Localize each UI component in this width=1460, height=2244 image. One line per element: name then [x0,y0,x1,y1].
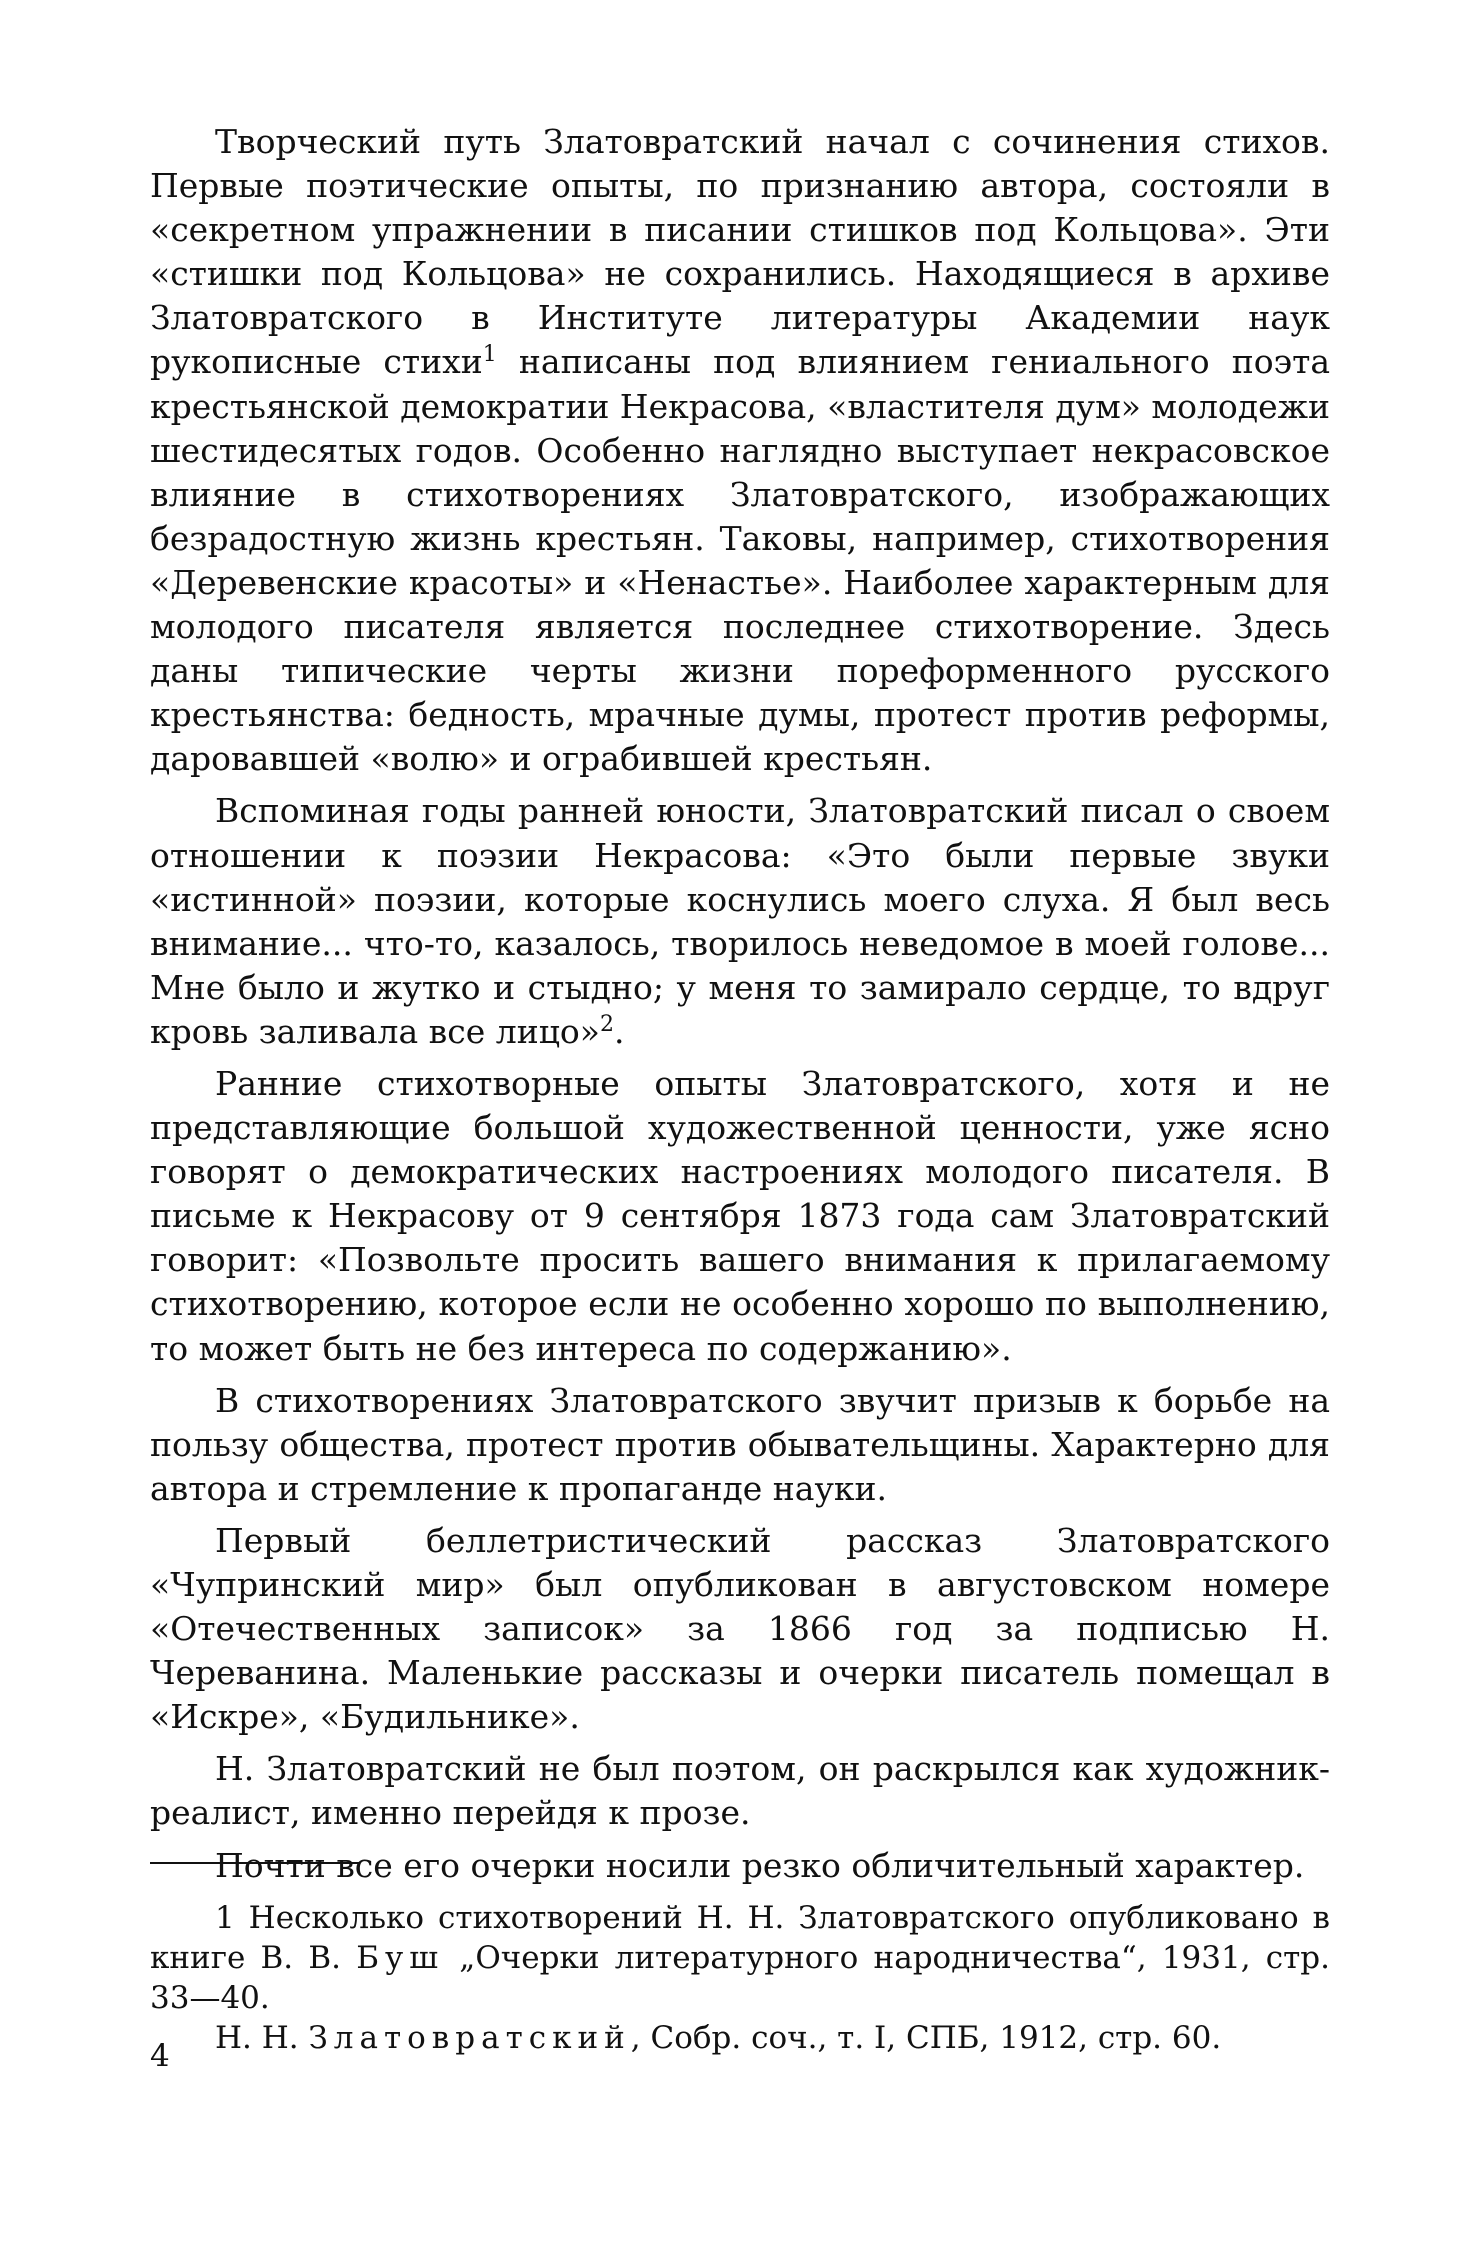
paragraph-text: Вспоминая годы ранней юности, Златовратский писал о своем отношении к поэзии Некрасова: «Это были первые звуки «истинной» поэзии, которые коснулись моего слуха. Я был весь внимание... что-то, казалось, творилось неведомое в моей голове... Мне было и жутко и стыдно; у меня то замирало сердце, то вдруг кровь заливала все лицо» [150,791,1330,1051]
paragraph [150,120,1330,781]
paragraph: Почти все его очерки носили резко обличительный характер. [215,1845,1305,1885]
footnote-text: , Собр. соч., т. I, СПБ, 1912, стр. 60. [630,2020,1222,2056]
footnote-text: „Очерки литературного народничества“, 1931, стр. 33—40. [150,1940,1330,2016]
paragraph: Ранние стихотворные опыты Златовратского, хотя и не представляющие большой художественной ценности, уже ясно говорят о демократических настроениях молодого писателя. В письме к Некрасову от 9 сентября 1873 года сам Златовратский говорит: «Позвольте просить вашего внимания к прилагаемому стихотворению, которое если не особенно хорошо по выполнению, то может быть не без интереса по содержанию». [150,1063,1330,1368]
paragraph: В стихотворениях Златовратского звучит призыв к борьбе на пользу общества, протест против обывательщины. Характерно для автора и стремление к пропаганде науки. [150,1380,1330,1508]
footnote-text: Несколько стихотворений Н. Н. Златовратского опубликовано в книге В. В. [150,1900,1330,1976]
paragraph [150,789,1330,1054]
footnote-divider [150,1862,360,1864]
footnote-number: 1 [215,1900,235,1936]
main-text [150,120,1330,1896]
footnote [150,1898,1330,2018]
footnote-text: Н. Н. [215,2020,309,2056]
paragraph: Н. Златовратский не был поэтом, он раскрылся как художник-реалист, именно перейдя к прозе. [150,1749,1330,1833]
footnote-author: Златовратский [308,2020,631,2056]
paragraph: Первый беллетристический рассказ Златовратского «Чупринский мир» был опубликован в августовском номере «Отечественных записок» за 1866 год за подписью Н. Череванина. Маленькие рассказы и очерки писатель помещал в «Искре», «Будильнике». [150,1520,1330,1737]
footnote-marker: 2 [599,1011,614,1037]
paragraph-text: . [613,1011,625,1051]
footnote-marker: 1 [482,342,497,368]
paragraph-text: написаны под влиянием гениального поэта крестьянской демократии Некрасова, «властителя дум» молодежи шестидесятых годов. Особенно наглядно выступает некрасовское влияние в стихотворениях Златовратского, изображающих безрадостную жизнь крестьян. Таковы, например, стихотворения «Деревенские красоты» и «Ненастье». Наиболее характерным для молодого писателя является последнее стихотворение. Здесь даны типические черты жизни пореформенного русского крестьянства: бедность, мрачные думы, протест против реформы, даровавшей «волю» и ограбившей крестьян. [150,342,1331,779]
footnotes [150,1898,1330,2058]
page-number: 4 [150,2038,170,2074]
footnote-author: Буш [356,1940,445,1976]
footnote [150,2018,1330,2058]
paragraph-text: Творческий путь Златовратский начал с сочинения стихов. Первые поэтические опыты, по признанию автора, состояли в «секретном упражнении в писании стишков под Кольцова». Эти «стишки под Кольцова» не сохранились. Находящиеся в архиве Златовратского в Институте литературы Академии наук рукописные стихи [150,122,1330,382]
